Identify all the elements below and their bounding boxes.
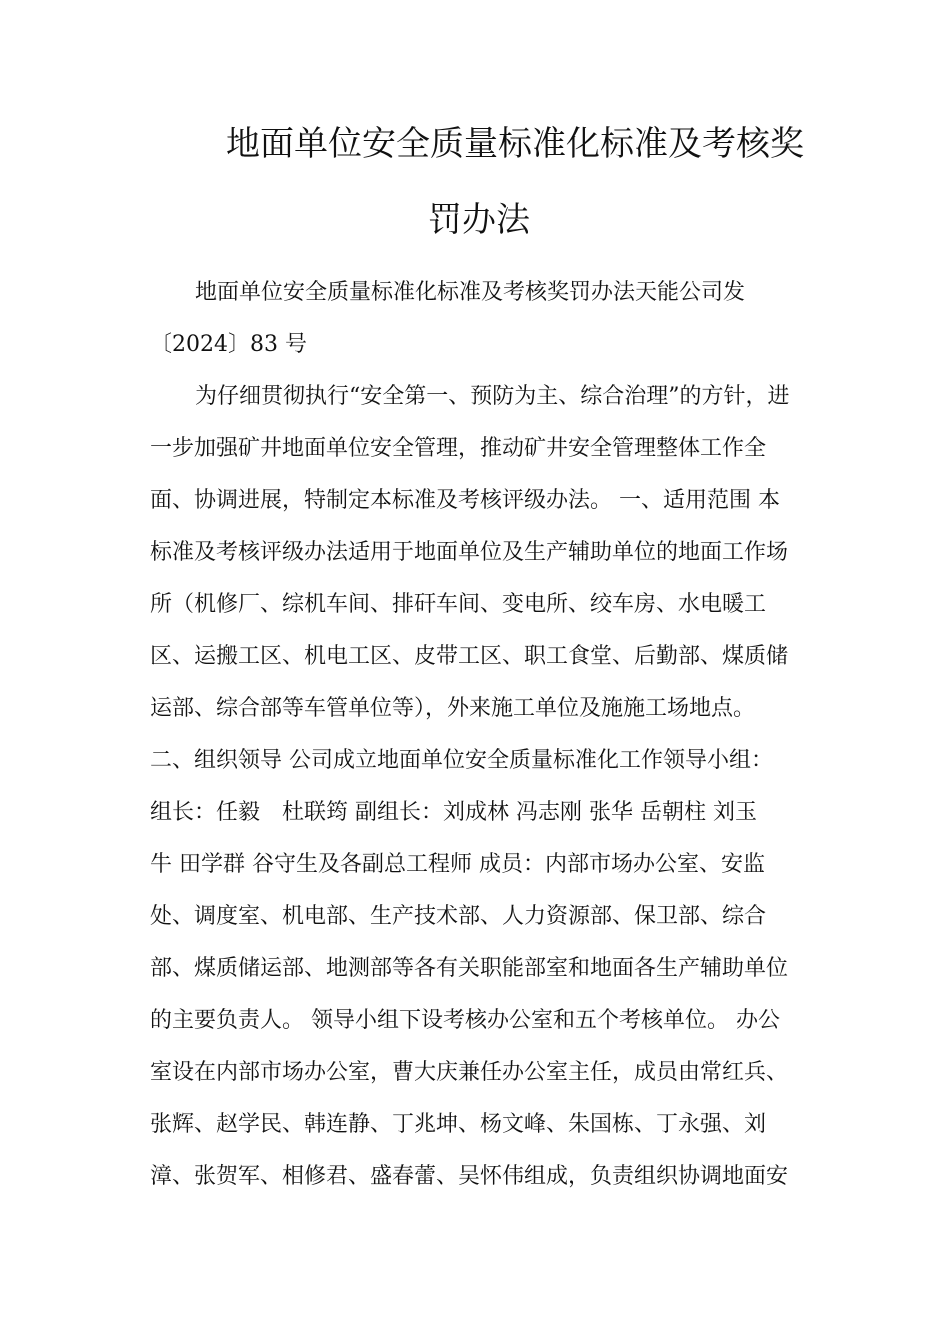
body-line-paragraph-start: 为仔细贯彻执行“安全第一、预防为主、综合治理”的方针，进 <box>195 384 790 409</box>
body-line: 区、运搬工区、机电工区、皮带工区、职工食堂、后勤部、煤质储 <box>150 644 789 669</box>
body-line: 一步加强矿井地面单位安全管理，推动矿井安全管理整体工作全 <box>150 436 767 461</box>
document-title-line-1: 地面单位安全质量标准化标准及考核奖 <box>226 124 804 164</box>
body-line: 室设在内部市场办公室，曹大庆兼任办公室主任，成员由常红兵、 <box>150 1060 789 1085</box>
body-line: 运部、综合部等车管单位等），外来施工单位及施施工场地点。 <box>150 696 756 721</box>
body-line: 部、煤质储运部、地测部等各有关职能部室和地面各生产辅助单位 <box>150 956 789 981</box>
document-title-line-2: 罚办法 <box>428 200 530 240</box>
body-line: 张辉、赵学民、韩连静、丁兆坤、杨文峰、朱国栋、丁永强、刘 <box>150 1112 767 1137</box>
body-line: 处、调度室、机电部、生产技术部、人力资源部、保卫部、综合 <box>150 904 767 929</box>
body-line: 所（机修厂、综机车间、排矸车间、变电所、绞车房、水电暖工 <box>150 592 767 617</box>
body-line: 的主要负责人。 领导小组下设考核办公室和五个考核单位。 办公 <box>150 1008 780 1033</box>
body-line: 牛 田学群 谷守生及各副总工程师 成员：内部市场办公室、安监 <box>150 852 765 877</box>
body-line-issuer: 地面单位安全质量标准化标准及考核奖罚办法天能公司发 <box>195 280 746 305</box>
body-line: 漳、张贺军、相修君、盛春蕾、吴怀伟组成，负责组织协调地面安 <box>150 1164 789 1189</box>
body-line: 组长：任毅 杜联筠 副组长：刘成林 冯志刚 张华 岳朝柱 刘玉 <box>150 800 757 825</box>
body-line: 标准及考核评级办法适用于地面单位及生产辅助单位的地面工作场 <box>150 540 789 565</box>
body-line: 面、协调进展，特制定本标准及考核评级办法。 一、适用范围 本 <box>150 488 780 513</box>
body-line: 二、组织领导 公司成立地面单位安全质量标准化工作领导小组： <box>150 748 773 773</box>
body-line-document-number: 〔2024〕83 号 <box>150 332 307 357</box>
